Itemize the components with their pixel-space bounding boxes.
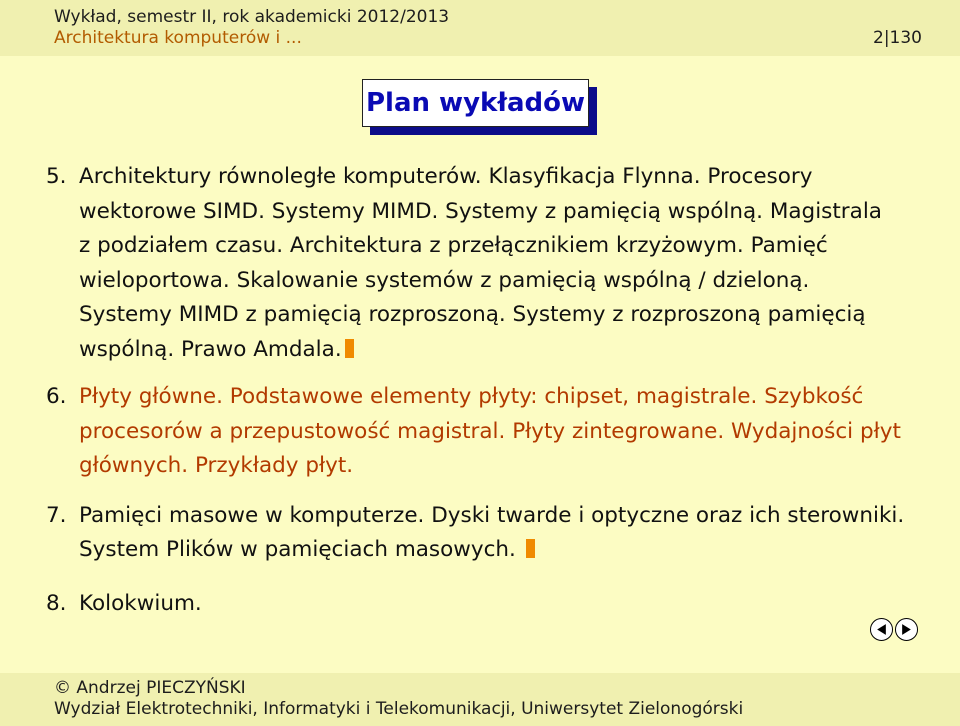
lecture-plan <box>46 160 946 621</box>
plan-item-text <box>79 587 946 622</box>
plan-item-line: wektorowe SIMD. Systemy MIMD. Systemy z pamięcią wspólną. Magistrala <box>79 198 882 224</box>
slide-title-frame <box>362 79 589 127</box>
next-slide-button[interactable] <box>895 618 918 641</box>
plan-item-5 <box>46 160 946 367</box>
plan-item-number: 5. <box>46 164 67 189</box>
page-counter: 2|130 <box>872 28 922 48</box>
plan-item-line-text: wspólną. Prawo Amdala. <box>79 336 342 362</box>
plan-item-line: Pamięci masowe w komputerze. Dyski twarde i optyczne oraz ich sterowniki. <box>79 502 905 528</box>
plan-item-line: procesorów a przepustowość magistral. Płyty zintegrowane. Wydajności płyt <box>79 418 901 444</box>
plan-item-line: wieloportowa. Skalowanie systemów z pamięcią wspólną / dzieloną. <box>79 267 810 293</box>
plan-item-line: Architektury równoległe komputerów. Klasyfikacja Flynna. Procesory <box>79 164 813 189</box>
plan-item-number: 7. <box>46 502 67 528</box>
plan-item-line: Płyty główne. Podstawowe elementy płyty: chipset, magistrale. Szybkość <box>79 384 864 409</box>
pause-marker-icon <box>526 539 535 558</box>
plan-item-text <box>79 160 946 367</box>
plan-item-text <box>79 380 946 484</box>
plan-item-line <box>79 533 946 568</box>
footer-author-line <box>54 678 246 698</box>
plan-item-8 <box>46 587 946 622</box>
header-course: Wykład, semestr II, rok akademicki 2012/2013 <box>54 7 450 27</box>
footer-author: Andrzej PIECZYŃSKI <box>76 678 246 698</box>
plan-item-text <box>79 499 946 568</box>
plan-item-line: z podziałem czasu. Architektura z przełącznikiem krzyżowym. Pamięć <box>79 233 828 258</box>
arrow-left-icon <box>875 623 888 636</box>
slide-title: Plan wykładów <box>362 79 589 127</box>
plan-item-7 <box>46 499 946 568</box>
header-subject: Architektura komputerów i ... <box>54 28 302 48</box>
plan-item-line <box>79 333 946 368</box>
prev-slide-button[interactable] <box>870 618 893 641</box>
plan-item-line: głównych. Przykłady płyt. <box>79 453 354 478</box>
pause-marker-icon <box>345 339 354 358</box>
plan-item-number: 6. <box>46 384 67 409</box>
copyright-icon: © <box>54 678 71 698</box>
plan-item-number: 8. <box>46 590 67 616</box>
page-current: 2 <box>872 28 884 48</box>
plan-item-6 <box>46 380 946 484</box>
plan-item-line-text: System Plików w pamięciach masowych. <box>79 537 516 562</box>
plan-item-line: Systemy MIMD z pamięcią rozproszoną. Systemy z rozproszoną pamięcią <box>79 302 866 327</box>
slide-navigation <box>870 618 918 641</box>
footer-faculty: Wydział Elektrotechniki, Informatyki i Telekomunikacji, Uniwersytet Zielonogórski <box>54 699 744 719</box>
page-total: 130 <box>889 28 922 48</box>
arrow-right-icon <box>900 623 913 636</box>
plan-item-line: Kolokwium. <box>79 590 202 616</box>
